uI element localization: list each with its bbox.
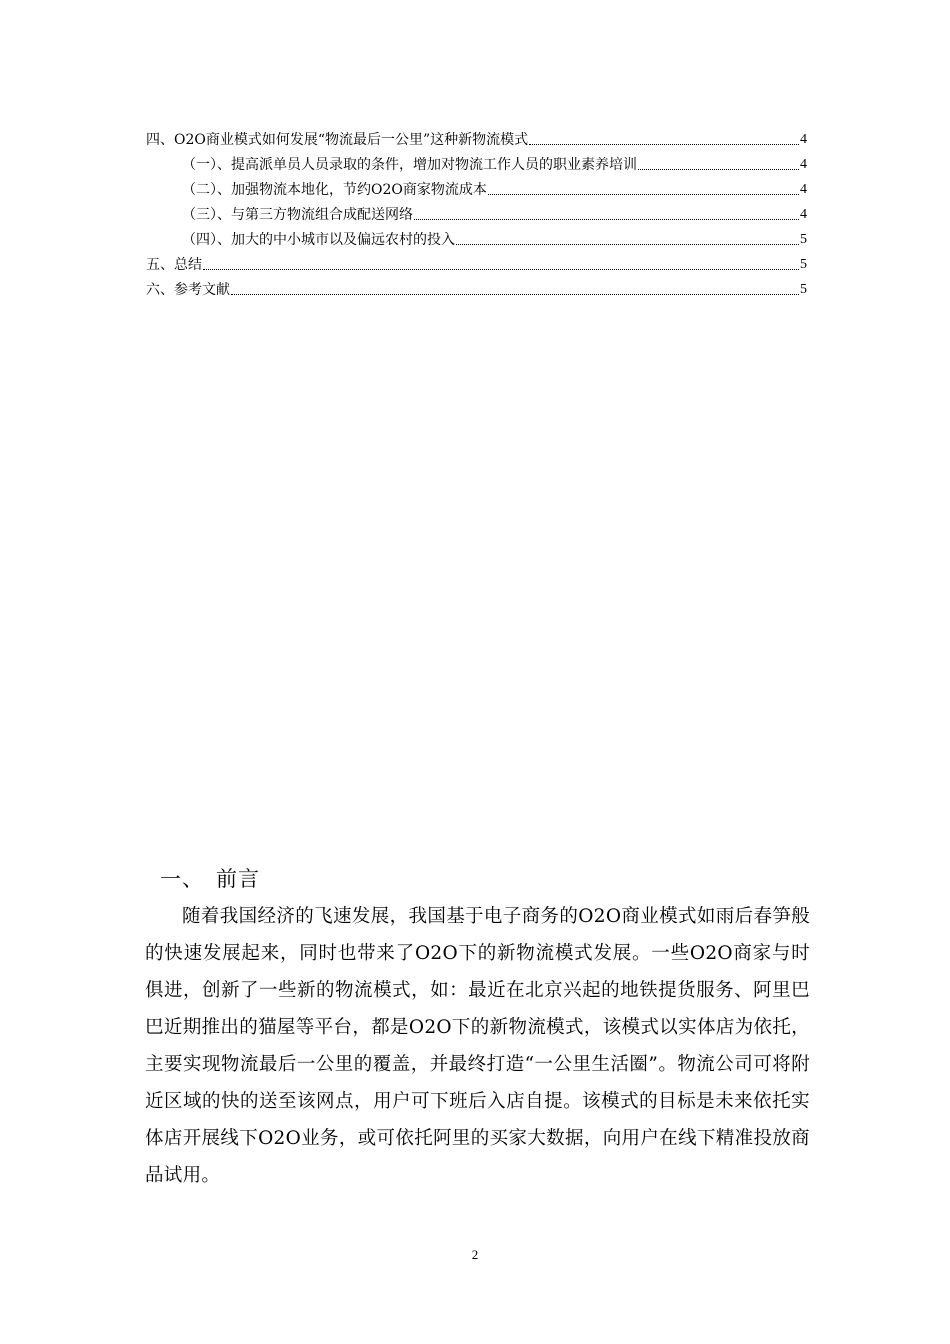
section-title: 前言: [216, 867, 260, 891]
toc-entry-page: 4: [800, 207, 807, 222]
toc-leader-dots: [456, 244, 799, 245]
toc-entry-title: 四、O2O商业模式如何发展“物流最后一公里”这种新物流模式: [146, 132, 529, 148]
toc-leader-dots: [488, 194, 799, 195]
toc-leader-dots: [638, 169, 799, 170]
toc-entry-page: 4: [800, 157, 807, 172]
toc-entry-title: （二）、加强物流本地化，节约O2O商家物流成本: [182, 182, 487, 198]
section-number: 一、: [160, 867, 204, 891]
toc-entry-page: 5: [800, 257, 807, 272]
toc-entry[interactable]: [146, 149, 807, 174]
toc-entry[interactable]: [146, 249, 807, 274]
toc-leader-dots: [231, 294, 799, 295]
table-of-contents: [146, 124, 807, 299]
toc-entry[interactable]: [146, 174, 807, 199]
toc-leader-dots: [414, 219, 799, 220]
toc-entry-title: （四）、加大的中小城市以及偏远农村的投入: [182, 232, 455, 248]
toc-entry[interactable]: [146, 274, 807, 299]
toc-leader-dots: [203, 269, 799, 270]
toc-entry[interactable]: [146, 224, 807, 249]
toc-entry-page: 4: [800, 182, 807, 197]
toc-leader-dots: [529, 144, 799, 145]
toc-entry[interactable]: [146, 124, 807, 149]
toc-entry-title: （一）、提高派单员人员录取的条件，增加对物流工作人员的职业素养培训: [182, 157, 637, 173]
page-number: 2: [471, 1247, 479, 1262]
toc-entry-page: 5: [800, 232, 807, 247]
toc-entry-page: 5: [800, 282, 807, 297]
toc-entry-title: （三）、与第三方物流组合成配送网络: [182, 207, 413, 223]
section-heading: [160, 865, 260, 893]
toc-entry-title: 六、参考文献: [146, 282, 230, 298]
body-paragraph: 随着我国经济的飞速发展，我国基于电子商务的O2O商业模式如雨后春笋般的快速发展起来，同时也带来了O2O下的新物流模式发展。一些O2O商家与时俱进，创新了一些新的物流模式，如：最近在北京兴起的地铁提货服务、阿里巴巴近期推出的猫屋等平台，都是O2O下的新物流模式，该模式以实体店为依托，主要实现物流最后一公里的覆盖，并最终打造“一公里生活圈”。物流公司可将附近区域的快的送至该网点，用户可下班后入店自提。该模式的目标是未来依托实体店开展线下O2O业务，或可依托阿里的买家大数据，向用户在线下精准投放商品试用。: [145, 906, 810, 1186]
toc-entry-title: 五、总结: [146, 257, 202, 273]
toc-entry[interactable]: [146, 199, 807, 224]
toc-entry-page: 4: [800, 132, 807, 147]
